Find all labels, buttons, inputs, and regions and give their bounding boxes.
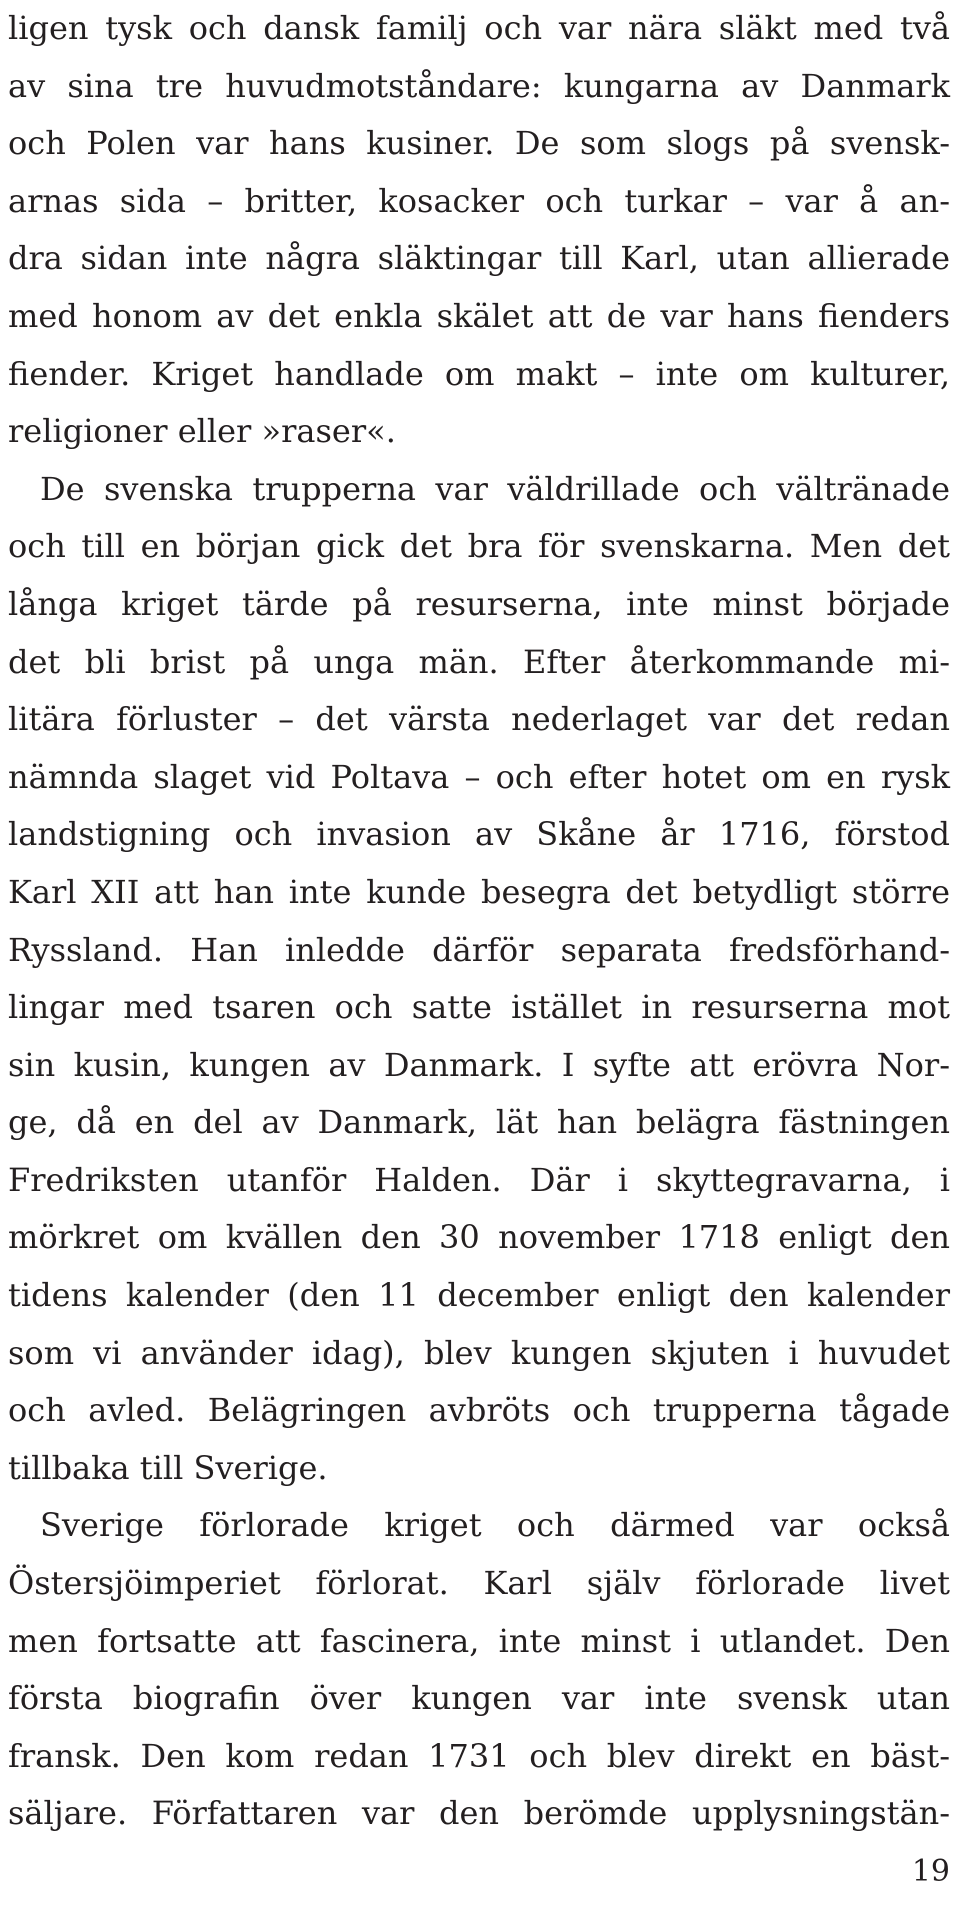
text-line: Karl XII att han inte kunde besegra det betydligt större [8, 872, 950, 911]
text-line: och avled. Belägringen avbröts och trupperna tågade [8, 1391, 950, 1430]
text-line: långa kriget tärde på resurserna, inte minst började [8, 584, 950, 623]
text-line: men fortsatte att fascinera, inte minst i utlandet. Den [8, 1621, 950, 1660]
text-line: dra sidan inte några släktingar till Karl, utan allierade [8, 239, 950, 278]
text-line: Ryssland. Han inledde därför separata fredsförhand- [8, 930, 950, 969]
page-number: 19 [911, 1854, 950, 1889]
text-line: fransk. Den kom redan 1731 och blev direkt en bäst- [8, 1736, 950, 1775]
text-line: lingar med tsaren och satte istället in resurserna mot [8, 988, 950, 1027]
text-line: säljare. Författaren var den berömde upplysningstän- [8, 1794, 950, 1833]
text-line: Östersjöimperiet förlorat. Karl själv förlorade livet [8, 1564, 950, 1603]
text-line: tillbaka till Sverige. [8, 1448, 328, 1487]
text-line: ge, då en del av Danmark, lät han belägra fästningen [8, 1103, 950, 1142]
text-line: med honom av det enkla skälet att de var hans fienders [8, 296, 950, 335]
text-line: landstigning och invasion av Skåne år 1716, förstod [8, 815, 950, 854]
text-line: som vi använder idag), blev kungen skjuten i huvudet [8, 1333, 950, 1372]
text-line: och Polen var hans kusiner. De som slogs på svensk- [8, 124, 950, 163]
body-text [8, 0, 950, 1843]
text-line: Fredriksten utanför Halden. Där i skyttegravarna, i [8, 1160, 950, 1199]
text-line: mörkret om kvällen den 30 november 1718 enligt den [8, 1218, 950, 1257]
text-line: Sverige förlorade kriget och därmed var också [40, 1506, 950, 1545]
text-line: sin kusin, kungen av Danmark. I syfte att erövra Nor- [8, 1045, 950, 1084]
text-line: fiender. Kriget handlade om makt – inte om kulturer, [8, 354, 950, 393]
text-line: nämnda slaget vid Poltava – och efter hotet om en rysk [8, 757, 950, 796]
text-line: religioner eller »raser«. [8, 412, 396, 451]
text-line: tidens kalender (den 11 december enligt den kalender [8, 1276, 950, 1315]
text-line: och till en början gick det bra för svenskarna. Men det [8, 527, 950, 566]
text-line: arnas sida – britter, kosacker och turkar – var å an- [8, 181, 950, 220]
paragraph-3 [8, 1497, 950, 1843]
text-line: ligen tysk och dansk familj och var nära släkt med två [8, 9, 950, 47]
text-line: De svenska trupperna var väldrillade och vältränade [40, 469, 950, 508]
text-line: litära förluster – det värsta nederlaget var det redan [8, 700, 950, 739]
paragraph-1 [8, 0, 950, 461]
text-line: första biografin över kungen var inte svensk utan [8, 1679, 950, 1718]
text-line: av sina tre huvudmotståndare: kungarna av Danmark [8, 66, 950, 105]
paragraph-2 [8, 461, 950, 1498]
text-line: det bli brist på unga män. Efter återkommande mi- [8, 642, 950, 681]
